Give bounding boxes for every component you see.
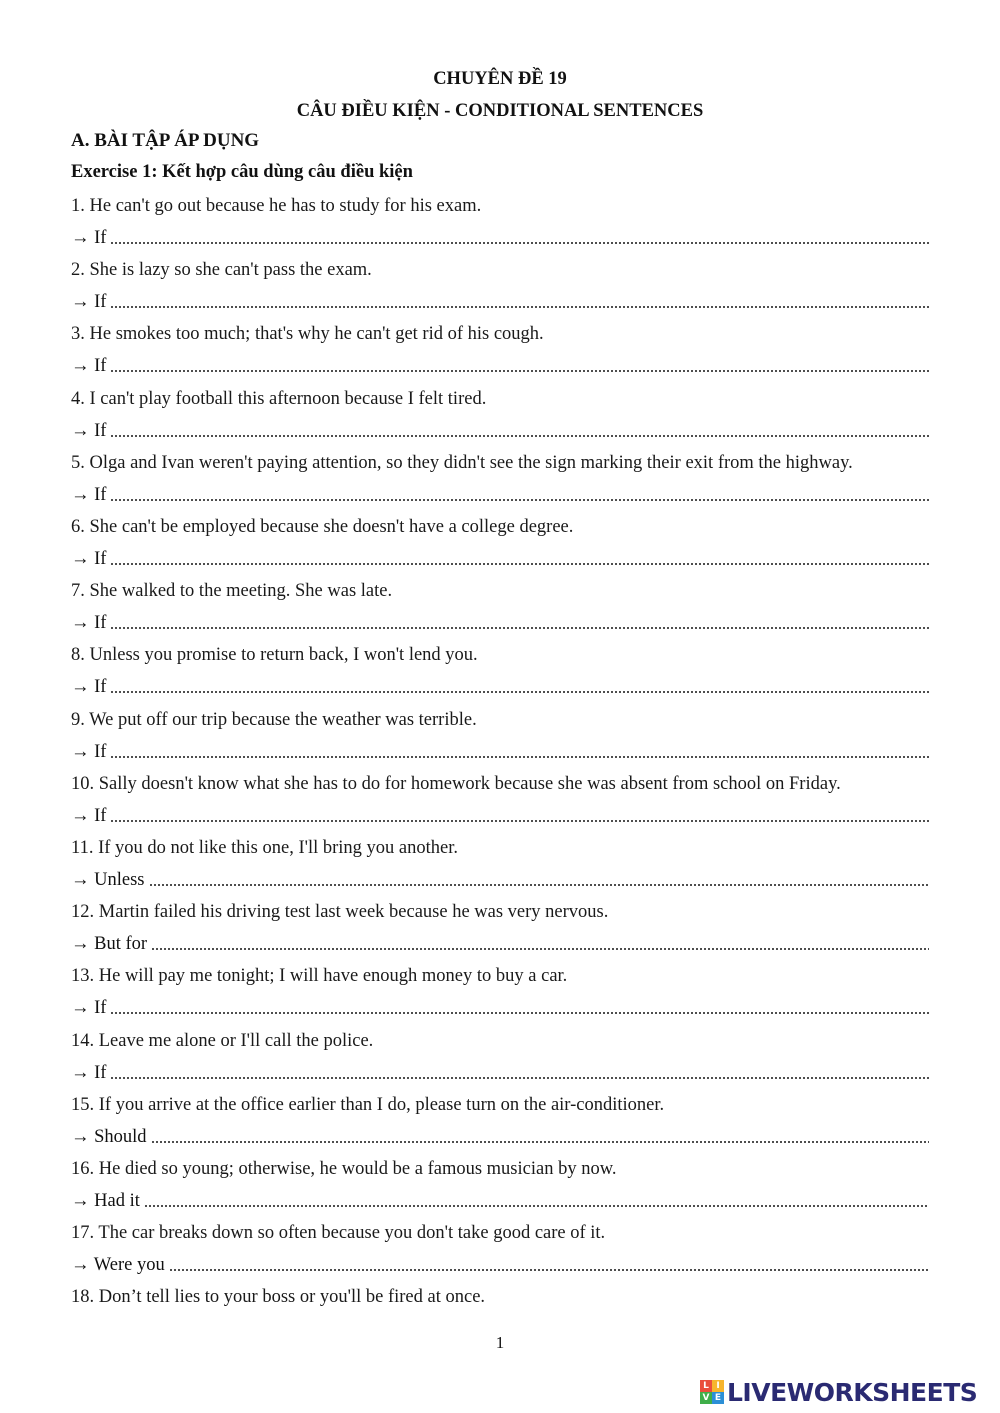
answer-line[interactable] <box>71 868 929 892</box>
logo-letter: L <box>700 1380 712 1392</box>
answer-prompt: → If <box>71 356 107 376</box>
answer-blank[interactable] <box>110 433 929 438</box>
liveworksheets-icon <box>700 1380 724 1404</box>
answer-blank[interactable] <box>169 1267 929 1272</box>
answer-blank[interactable] <box>110 689 929 694</box>
answer-blank[interactable] <box>144 1203 929 1208</box>
answer-blank[interactable] <box>110 368 929 373</box>
answer-prompt: → If <box>71 742 107 762</box>
answer-line[interactable] <box>71 932 929 956</box>
question-text: 8. Unless you promise to return back, I won't lend you. <box>71 645 478 665</box>
document-title: CHUYÊN ĐỀ 19 <box>433 69 567 89</box>
question-text: 7. She walked to the meeting. She was late. <box>71 581 393 601</box>
question-text: 1. He can't go out because he has to study for his exam. <box>71 196 482 216</box>
answer-prompt: → If <box>71 677 107 697</box>
answer-blank[interactable] <box>110 1010 929 1015</box>
question-text: 16. He died so young; otherwise, he would be a famous musician by now. <box>71 1159 617 1179</box>
liveworksheets-logo[interactable] <box>700 1376 977 1408</box>
answer-blank[interactable] <box>110 304 929 309</box>
answer-prompt: → If <box>71 485 107 505</box>
question-text: 17. The car breaks down so often because you don't take good care of it. <box>71 1223 606 1243</box>
question-text: 15. If you arrive at the office earlier than I do, please turn on the air-conditioner. <box>71 1095 665 1115</box>
question-text: 5. Olga and Ivan weren't paying attention, so they didn't see the sign marking their exit from the highway. <box>71 453 853 473</box>
answer-line[interactable] <box>71 354 929 378</box>
answer-blank[interactable] <box>110 754 929 759</box>
answer-prompt: → But for <box>71 934 148 954</box>
answer-blank[interactable] <box>110 818 929 823</box>
logo-letter: V <box>700 1392 712 1404</box>
brand-name: LIVEWORKSHEETS <box>727 1377 978 1407</box>
question-text: 14. Leave me alone or I'll call the police. <box>71 1031 374 1051</box>
answer-line[interactable] <box>71 226 929 250</box>
answer-prompt: → If <box>71 806 107 826</box>
answer-blank[interactable] <box>110 1075 929 1080</box>
question-text: 9. We put off our trip because the weather was terrible. <box>71 710 477 730</box>
logo-letter: I <box>712 1380 724 1392</box>
page-number: 1 <box>495 1333 505 1352</box>
section-heading: A. BÀI TẬP ÁP DỤNG <box>71 130 260 151</box>
answer-blank[interactable] <box>110 625 929 630</box>
answer-line[interactable] <box>71 419 929 443</box>
question-text: 3. He smokes too much; that's why he can't get rid of his cough. <box>71 324 544 344</box>
answer-prompt: → If <box>71 549 107 569</box>
answer-line[interactable] <box>71 675 929 699</box>
answer-blank[interactable] <box>110 240 929 245</box>
answer-line[interactable] <box>71 1125 929 1149</box>
exercise-title: Exercise 1: Kết hợp câu dùng câu điều kiện <box>71 162 413 182</box>
answer-prompt: → If <box>71 613 107 633</box>
document-subtitle: CÂU ĐIỀU KIỆN - CONDITIONAL SENTENCES <box>296 101 704 121</box>
answer-blank[interactable] <box>110 561 929 566</box>
answer-prompt: → Unless <box>71 870 145 890</box>
answer-line[interactable] <box>71 996 929 1020</box>
answer-prompt: → Should <box>71 1127 147 1147</box>
answer-line[interactable] <box>71 1061 929 1085</box>
answer-line[interactable] <box>71 1253 929 1277</box>
question-text: 10. Sally doesn't know what she has to do for homework because she was absent from school on Friday. <box>71 774 841 794</box>
question-text: 11. If you do not like this one, I'll bring you another. <box>71 838 458 858</box>
question-text: 13. He will pay me tonight; I will have enough money to buy a car. <box>71 966 568 986</box>
answer-line[interactable] <box>71 483 929 507</box>
answer-line[interactable] <box>71 1189 929 1213</box>
answer-blank[interactable] <box>110 497 929 502</box>
question-text: 18. Don’t tell lies to your boss or you'll be fired at once. <box>71 1287 486 1307</box>
answer-prompt: → Were you <box>71 1255 165 1275</box>
answer-blank[interactable] <box>149 882 930 887</box>
answer-line[interactable] <box>71 740 929 764</box>
answer-line[interactable] <box>71 547 929 571</box>
answer-prompt: → If <box>71 228 107 248</box>
answer-line[interactable] <box>71 611 929 635</box>
question-text: 12. Martin failed his driving test last week because he was very nervous. <box>71 902 609 922</box>
answer-prompt: → Had it <box>71 1191 140 1211</box>
answer-line[interactable] <box>71 804 929 828</box>
question-text: 2. She is lazy so she can't pass the exam. <box>71 260 372 280</box>
answer-prompt: → If <box>71 421 107 441</box>
answer-prompt: → If <box>71 998 107 1018</box>
question-text: 4. I can't play football this afternoon because I felt tired. <box>71 389 487 409</box>
answer-line[interactable] <box>71 290 929 314</box>
logo-letter: E <box>712 1392 724 1404</box>
answer-prompt: → If <box>71 292 107 312</box>
answer-blank[interactable] <box>151 946 929 951</box>
question-text: 6. She can't be employed because she doesn't have a college degree. <box>71 517 574 537</box>
answer-prompt: → If <box>71 1063 107 1083</box>
answer-blank[interactable] <box>151 1139 929 1144</box>
